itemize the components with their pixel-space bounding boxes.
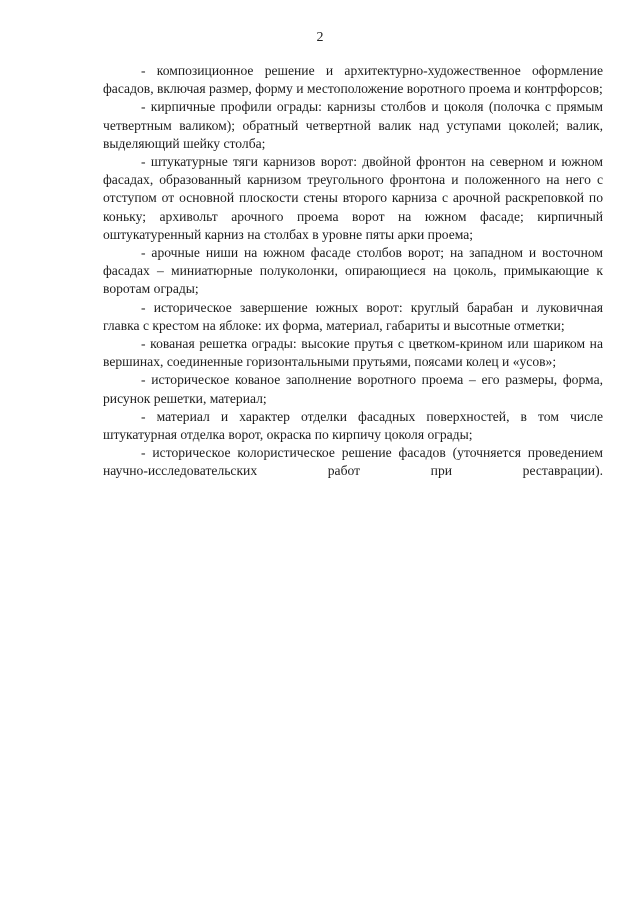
page-number: 2 (316, 30, 324, 45)
paragraph-forged-fence: - кованая решетка ограды: высокие прутья с цветком-крином или шариком на вершинах, соединенные горизонтальными прутьями, поясами колец и «усов»; (103, 336, 603, 370)
paragraph-color-solution: - историческое колористическое решение фасадов (уточняется проведением научно-исследовательских работ при реставрации). (103, 445, 603, 479)
paragraph-brick-profiles: - кирпичные профили ограды: карнизы столбов и цоколя (полочка с прямым четвертным валиком); обратный четвертной валик над уступами цоколей; валик, выделяющий шейку столба; (103, 99, 603, 151)
paragraph-forged-gate-fill: - историческое кованое заполнение воротного проема – его размеры, форма, рисунок решетки, материал; (103, 372, 603, 406)
document-body (103, 62, 603, 481)
paragraph-plaster-cornices: - штукатурные тяги карнизов ворот: двойной фронтон на северном и южном фасадах, образованный карнизом треугольного фронтона и положенного на него с отступом от основной плоскости стены второго карниза с арочной раскреповкой по коньку; архивольт арочного проема ворот на южном фасаде; кирпичный оштукатуренный карниз на столбах в уровне пяты арки проема; (103, 154, 603, 242)
paragraph-arched-niches: - арочные ниши на южном фасаде столбов ворот; на западном и восточном фасадах – миниатюрные полуколонки, опирающиеся на цоколь, примыкающие к воротам ограды; (103, 245, 603, 297)
paragraph-facade-finish: - материал и характер отделки фасадных поверхностей, в том числе штукатурная отделка ворот, окраска по кирпичу цоколя ограды; (103, 408, 603, 443)
paragraph-gate-completion: - историческое завершение южных ворот: круглый барабан и луковичная главка с крестом на яблоке: их форма, материал, габариты и высотные отметки; (103, 299, 603, 333)
paragraph-composition: - композиционное решение и архитектурно-художественное оформление фасадов, включая размер, форму и местоположение воротного проема и контрфорсов; (103, 63, 603, 97)
